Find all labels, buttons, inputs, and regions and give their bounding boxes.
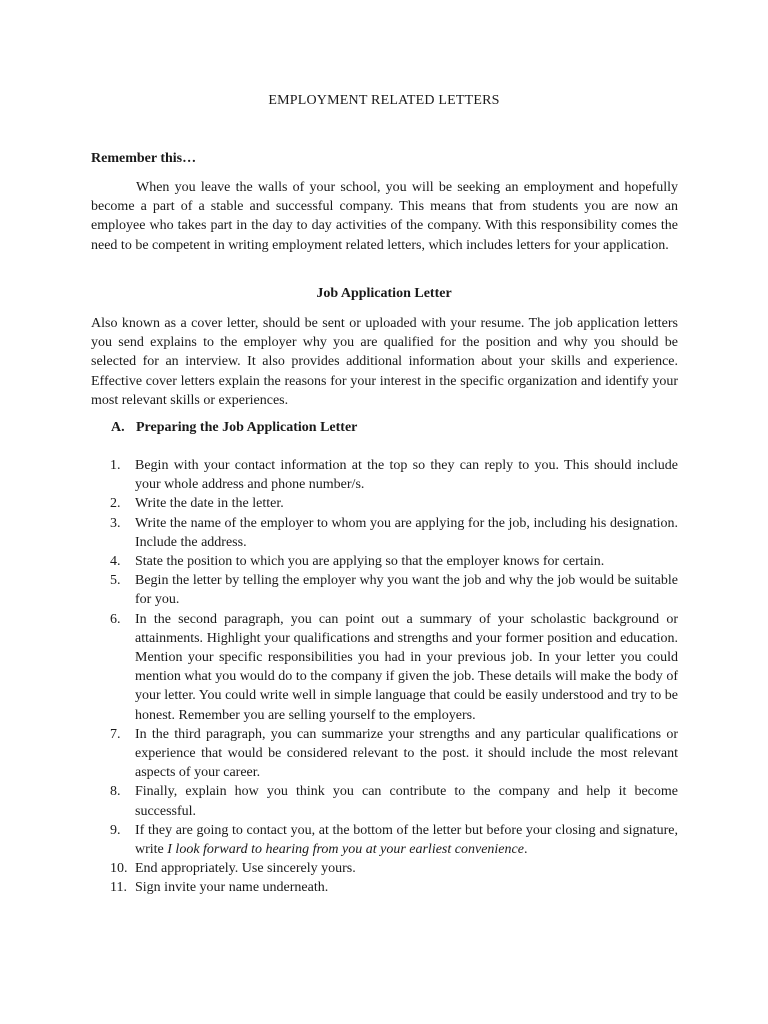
section-title: Preparing the Job Application Letter <box>136 420 358 435</box>
document-title: EMPLOYMENT RELATED LETTERS <box>268 93 500 108</box>
definition-paragraph: Also known as a cover letter, should be sent or uploaded with your resume. The job application letters you send explains to the employer why you are qualified for the position and why you should be selected for an interview. It also provides additional information about your skills and experience. Effective cover letters explain the reasons for your interest in the specific organization and identify your most relevant skills or experiences. <box>91 316 678 408</box>
list-text: In the third paragraph, you can summarize your strengths and any particular qualifications or experience that would be considered relevant to the post. it should include the most relevant aspects of your career. <box>135 726 678 781</box>
list-text-end: . <box>523 842 528 858</box>
list-item <box>91 782 678 820</box>
list-text: Begin with your contact information at the top so they can reply to you. This should include your whole address and phone number/s. <box>135 458 678 493</box>
list-number: 8. <box>110 784 121 800</box>
list-text: State the position to which you are applying so that the employer knows for certain. <box>135 554 605 570</box>
list-number: 4. <box>110 554 121 570</box>
list-text: Sign invite your name underneath. <box>135 880 329 896</box>
list-number: 6. <box>110 611 121 627</box>
steps-list <box>91 456 678 898</box>
list-text: In the second paragraph, you can point out a summary of your scholastic background or attainments. Highlight your qualifications and strengths and your former position and education. Mention your specific responsibilities you had in your previous job. In your letter you could mention what you would do to the company if given the job. These details will make the body of your letter. You could write well in simple language that could be easily understood and try to be honest. Remember you are selling yourself to the employers. <box>135 611 678 723</box>
list-item <box>91 725 678 783</box>
list-text: Write the date in the letter. <box>135 496 284 512</box>
section-letter: A. <box>111 420 125 435</box>
remember-heading: Remember this… <box>91 151 197 166</box>
list-item <box>91 494 678 513</box>
list-number: 3. <box>110 515 121 531</box>
job-application-subheading: Job Application Letter <box>316 286 452 301</box>
list-item <box>91 610 678 725</box>
list-text: Finally, explain how you think you can contribute to the company and help it become successful. <box>135 784 678 819</box>
intro-paragraph: When you leave the walls of your school, you will be seeking an employment and hopefully become a part of a stable and successful company. This means that from students you are now an employee who takes part in the day to day activities of the company. With this responsibility comes the need to be competent in writing employment related letters, which includes letters for your application. <box>91 180 678 253</box>
list-text: End appropriately. Use sincerely yours. <box>135 861 356 877</box>
list-item <box>91 456 678 494</box>
section-a-heading <box>111 420 357 436</box>
list-number: 2. <box>110 496 121 512</box>
list-item <box>91 821 678 859</box>
list-number: 5. <box>110 573 121 589</box>
list-item <box>91 571 678 609</box>
list-item <box>91 552 678 571</box>
list-item <box>91 514 678 552</box>
list-text: Begin the letter by telling the employer why you want the job and why the job would be suitable for you. <box>135 573 678 608</box>
list-number: 10. <box>110 861 128 877</box>
list-number: 9. <box>110 822 121 838</box>
list-item <box>91 878 678 897</box>
list-item <box>91 859 678 878</box>
italic-phrase: I look forward to hearing from you at your earliest convenience <box>167 842 524 858</box>
list-text: If they are going to contact you, at the bottom of the letter but before your closing and signature, write <box>135 822 678 858</box>
list-number: 7. <box>110 726 121 742</box>
list-number: 1. <box>110 458 121 473</box>
list-text: Write the name of the employer to whom you are applying for the job, including his designation. Include the address. <box>135 515 678 550</box>
list-number: 11. <box>110 880 127 896</box>
